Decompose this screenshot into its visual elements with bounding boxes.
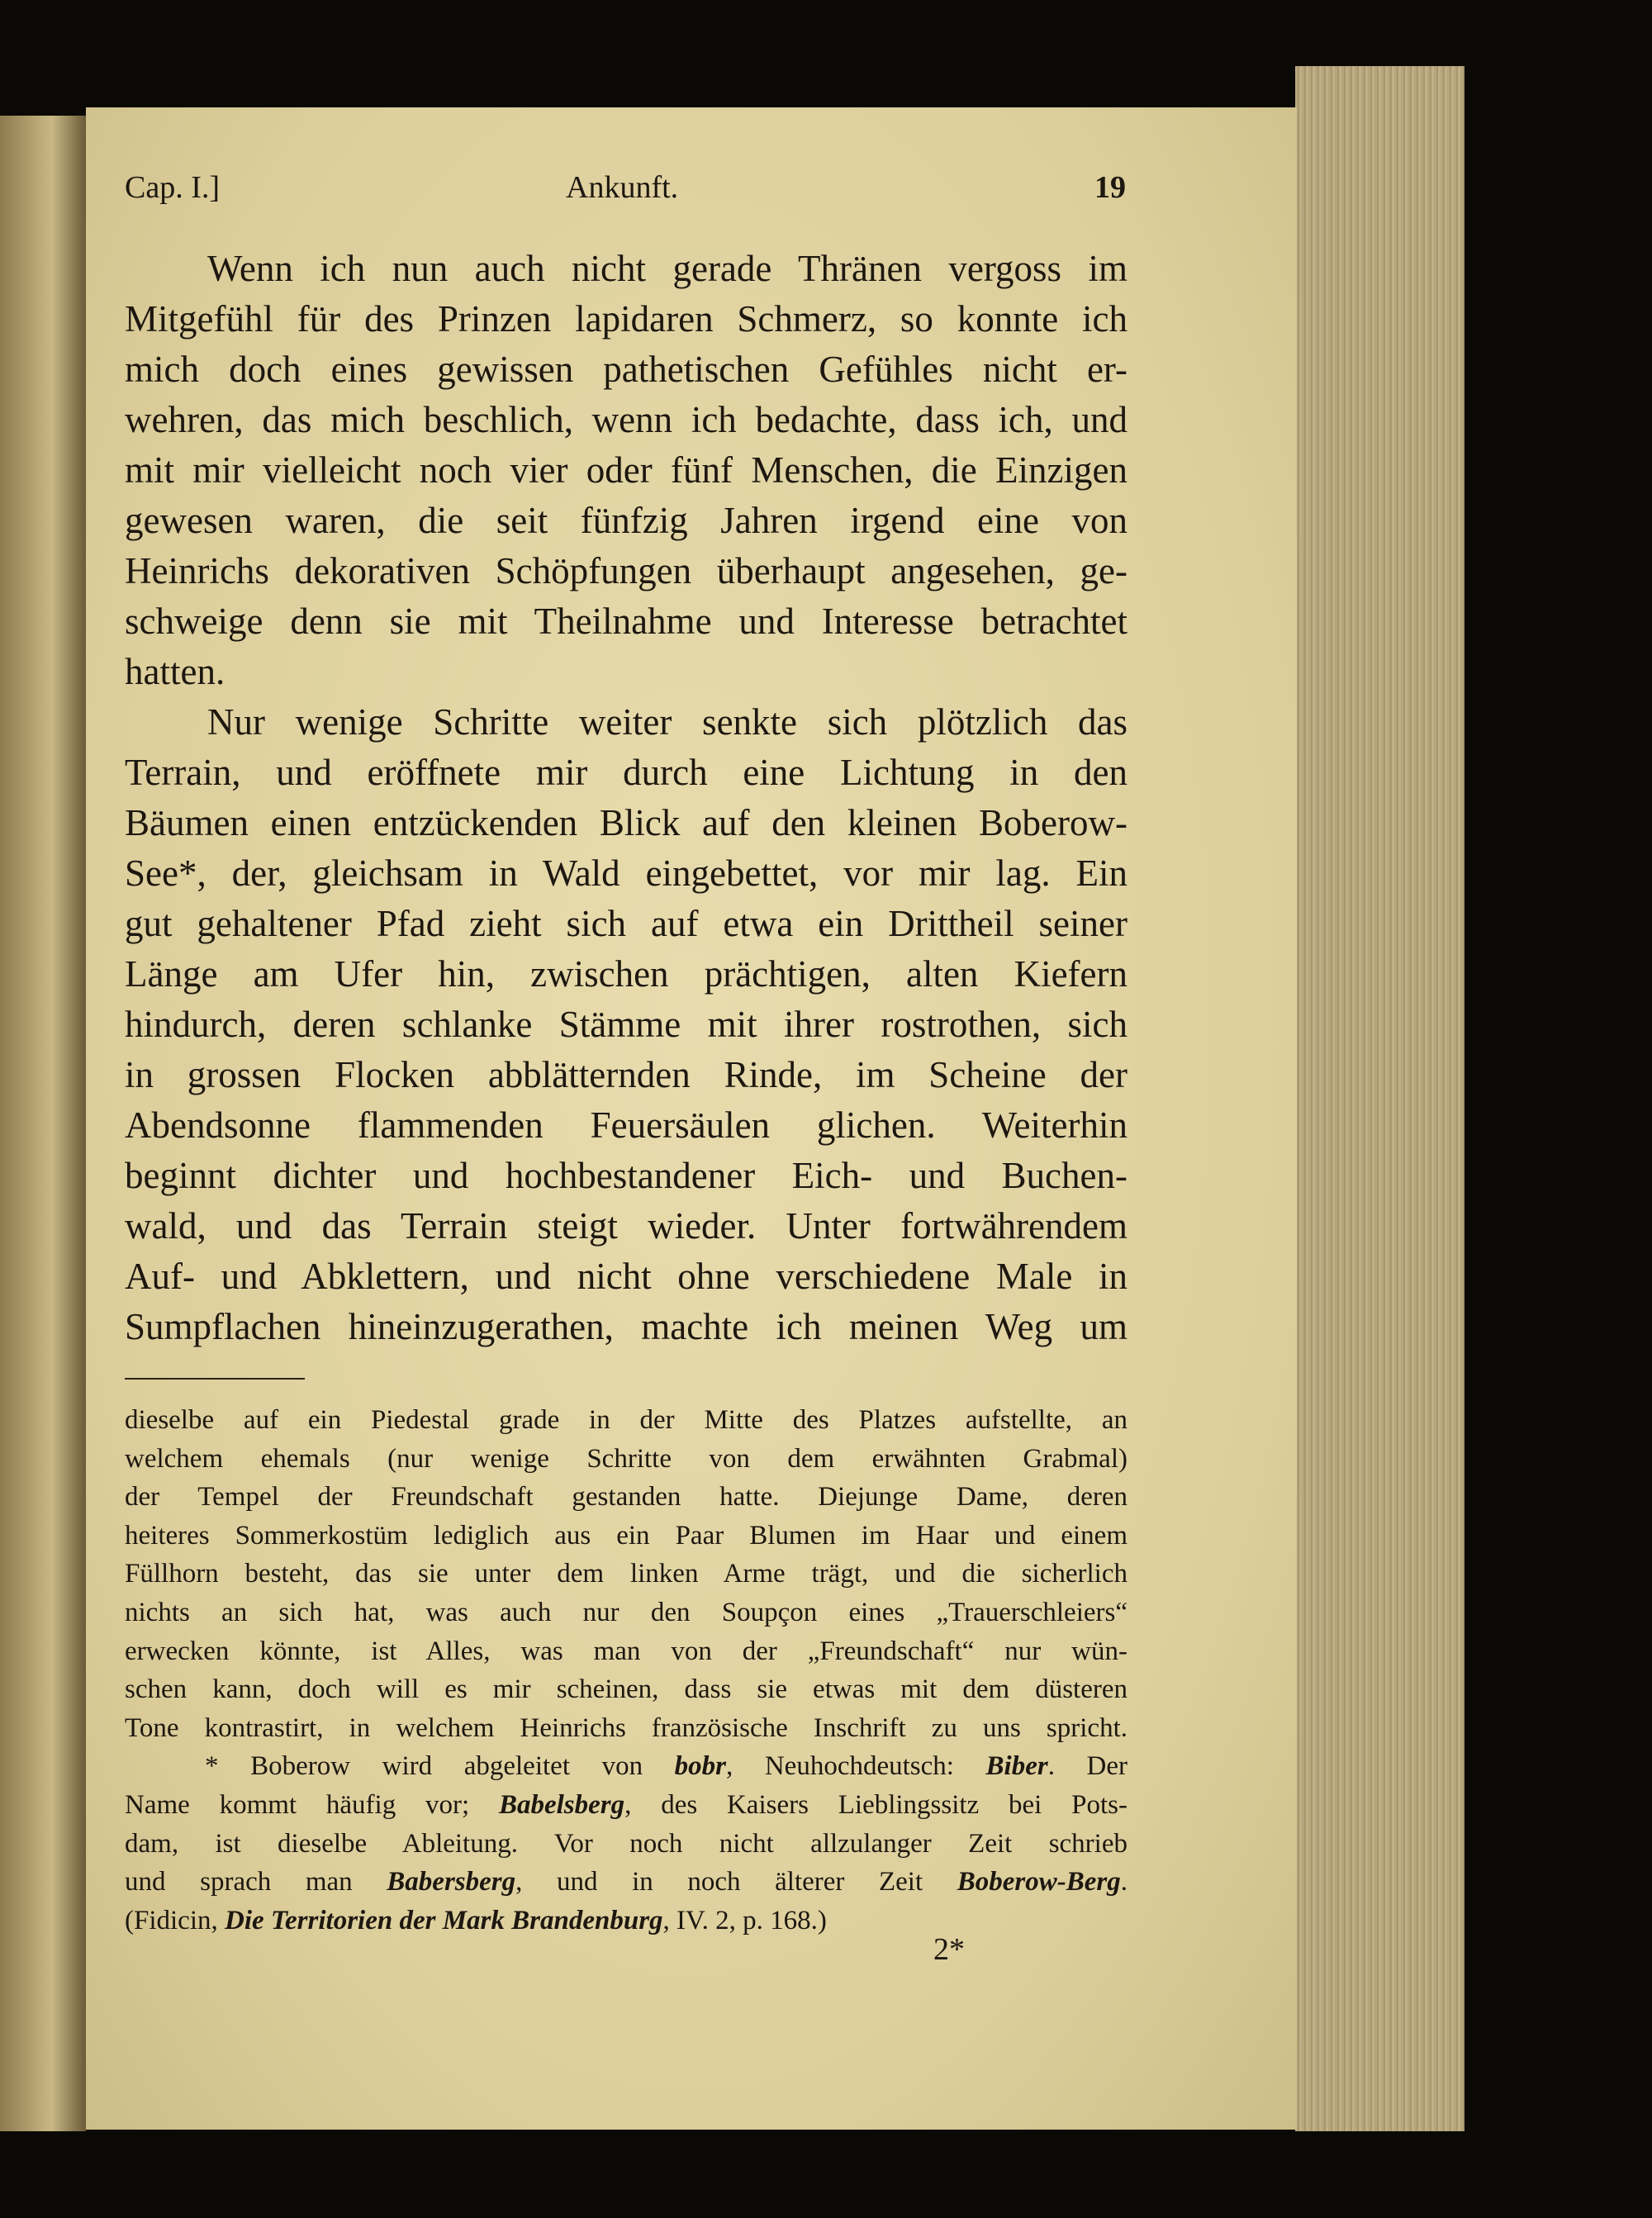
text-line: Wenn ich nun auch nicht gerade Thränen vergoss im <box>207 248 1127 289</box>
page-number: 19 <box>1094 170 1126 205</box>
text-segment: Name kommt häufig vor; <box>125 1789 499 1820</box>
text-line: Auf- und Abklettern, und nicht ohne verschiedene Male in <box>125 1256 1127 1297</box>
text-line: Mitgefühl für des Prinzen lapidaren Schmerz, so konnte ich <box>125 298 1127 340</box>
text-line: gut gehaltener Pfad zieht sich auf etwa ein Drittheil seiner <box>125 903 1127 944</box>
italic-text: Biber <box>985 1751 1048 1782</box>
footnote-line: nichts an sich hat, was auch nur den Soupçon eines „Trauerschleiers“ <box>125 1597 1127 1627</box>
text-segment: , des Kaisers Lieblingssitz bei Pots- <box>624 1789 1127 1820</box>
text-segment: . <box>1120 1867 1127 1897</box>
running-header-chapter: Cap. I.] <box>125 170 221 205</box>
footnote-line: Füllhorn besteht, das sie unter dem linken Arme trägt, und die sicherlich <box>125 1559 1127 1589</box>
text-line: See*, der, gleichsam in Wald eingebettet, vor mir lag. Ein <box>125 853 1127 894</box>
footnote-star-line <box>125 1786 1127 1825</box>
italic-text: Boberow-Berg <box>957 1867 1121 1897</box>
italic-text: Die Territorien der Mark Brandenburg <box>225 1905 663 1935</box>
signature-mark: 2* <box>933 1932 965 1967</box>
text-line: hindurch, deren schlanke Stämme mit ihrer rostrothen, sich <box>125 1004 1127 1045</box>
text-line: mit mir vielleicht noch vier oder fünf Menschen, die Einzigen <box>125 449 1127 491</box>
text-segment: , und in noch älterer Zeit <box>515 1867 957 1897</box>
italic-text: Babersberg <box>387 1867 516 1897</box>
footnote-line: dieselbe auf ein Piedestal grade in der Mitte des Platzes aufstellte, an <box>125 1405 1127 1435</box>
text-line: in grossen Flocken abblätternden Rinde, im Scheine der <box>125 1054 1127 1095</box>
text-segment: . Der <box>1047 1751 1128 1782</box>
footnote-line: Tone kontrastirt, in welchem Heinrichs französische Inschrift zu uns spricht. <box>125 1712 1127 1743</box>
book-fore-edge <box>1295 66 1464 2131</box>
text-segment: * Boberow wird abgeleitet von <box>205 1751 675 1782</box>
text-segment: und sprach man <box>125 1867 387 1897</box>
footnote-line: der Tempel der Freundschaft gestanden hatte. Diejunge Dame, deren <box>125 1482 1127 1513</box>
text-line: mich doch eines gewissen pathetischen Gefühles nicht er- <box>125 349 1127 390</box>
text-line: gewesen waren, die seit fünfzig Jahren irgend eine von <box>125 500 1127 541</box>
footnote-line: heiteres Sommerkostüm lediglich aus ein Paar Blumen im Haar und einem <box>125 1520 1127 1551</box>
text-line: Nur wenige Schritte weiter senkte sich plötzlich das <box>207 701 1127 743</box>
text-line: hatten. <box>125 651 225 692</box>
text-line: beginnt dichter und hochbestandener Eich- und Buchen- <box>125 1155 1127 1196</box>
footnote-star-line <box>125 1863 1127 1902</box>
footnote-line: schen kann, doch will es mir scheinen, dass sie etwas mit dem düsteren <box>125 1674 1127 1705</box>
italic-text: Babelsberg <box>498 1789 625 1820</box>
text-line: Abendsonne flammenden Feuersäulen glichen. Weiterhin <box>125 1104 1127 1146</box>
running-header-title: Ankunft. <box>566 170 679 205</box>
footnote-rule <box>125 1378 305 1380</box>
text-line: Bäumen einen entzückenden Blick auf den kleinen Boberow- <box>125 802 1127 843</box>
text-line: schweige denn sie mit Theilnahme und Interesse betrachtet <box>125 601 1127 642</box>
footnote-star-line <box>125 1825 1127 1864</box>
text-line: wehren, das mich beschlich, wenn ich bedachte, dass ich, und <box>125 399 1127 440</box>
text-line: Länge am Ufer hin, zwischen prächtigen, alten Kiefern <box>125 953 1127 995</box>
body-text <box>125 244 1127 1352</box>
facing-page-edge <box>0 116 86 2131</box>
text-line: Sumpflachen hineinzugerathen, machte ich meinen Weg um <box>125 1306 1127 1347</box>
italic-text: bobr <box>674 1751 726 1782</box>
text-segment: dam, ist dieselbe Ableitung. Vor noch nicht allzulanger Zeit schrieb <box>125 1828 1127 1859</box>
footnote-star-line <box>125 1902 1127 1940</box>
text-line: Heinrichs dekorativen Schöpfungen überhaupt angesehen, ge- <box>125 550 1127 591</box>
footnote-star-line <box>125 1747 1127 1786</box>
text-segment: , IV. 2, p. 168.) <box>662 1905 827 1935</box>
footnotes <box>125 1401 1127 1940</box>
text-line: Terrain, und eröffnete mir durch eine Lichtung in den <box>125 752 1127 793</box>
text-segment: (Fidicin, <box>125 1905 225 1935</box>
text-line: wald, und das Terrain steigt wieder. Unter fortwährendem <box>125 1205 1127 1247</box>
text-segment: , Neuhochdeutsch: <box>726 1751 986 1782</box>
footnote-line: welchem ehemals (nur wenige Schritte von dem erwähnten Grabmal) <box>125 1443 1127 1474</box>
footnote-line: erwecken könnte, ist Alles, was man von der „Freundschaft“ nur wün- <box>125 1636 1127 1666</box>
